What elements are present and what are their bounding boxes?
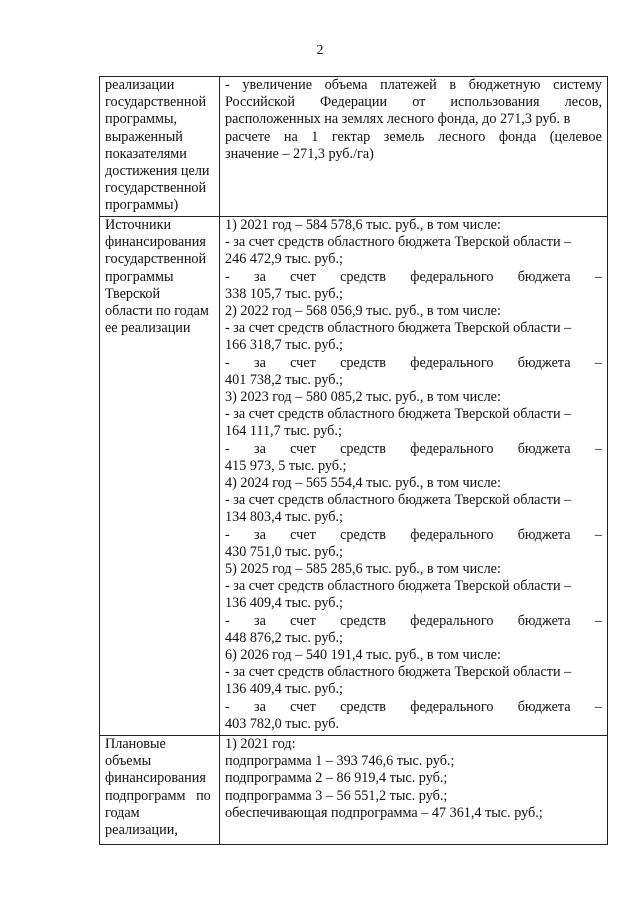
- word: объема: [324, 77, 368, 93]
- word: за: [254, 354, 266, 371]
- word: -: [225, 698, 230, 715]
- subprogram-line: обеспечивающая подпрограмма – 47 361,4 тыс. руб.;: [225, 804, 543, 821]
- word: счет: [290, 612, 316, 629]
- row-label-funding-sources: [100, 217, 220, 736]
- word: –: [594, 354, 602, 371]
- word: бюджета: [517, 698, 571, 715]
- year-total: 6) 2026 год – 540 191,4 тыс. руб., в том числе:: [225, 647, 501, 664]
- word: бюджета: [517, 612, 571, 629]
- word: –: [594, 440, 602, 457]
- label-line: выраженный: [105, 128, 183, 145]
- label-line: Источники: [105, 217, 172, 233]
- year-total: 2) 2022 год – 568 056,9 тыс. руб., в том числе:: [225, 303, 501, 320]
- subprogram-year: 1) 2021 год:: [225, 736, 296, 752]
- year-total: 4) 2024 год – 565 554,4 тыс. руб., в том числе:: [225, 475, 501, 492]
- word: средств: [340, 268, 387, 285]
- word: гектар: [331, 128, 371, 145]
- federal-budget-line: [225, 699, 602, 716]
- subprogram-line: подпрограмма 1 – 393 746,6 тыс. руб.;: [225, 753, 455, 770]
- federal-budget-amount: 415 973, 5 тыс. руб.;: [225, 457, 347, 474]
- word: лесного: [438, 128, 486, 145]
- row-content-indicators: [220, 77, 608, 217]
- federal-budget-line: [225, 269, 602, 286]
- regional-budget-amount: 136 409,4 тыс. руб.;: [225, 681, 343, 698]
- label-line: Плановые: [105, 736, 166, 752]
- word: счет: [290, 440, 316, 457]
- year-total: 1) 2021 год – 584 578,6 тыс. руб., в том числе:: [225, 217, 501, 233]
- federal-budget-amount: 448 876,2 тыс. руб.;: [225, 629, 343, 646]
- regional-budget-amount: 136 409,4 тыс. руб.;: [225, 595, 343, 612]
- word: федерального: [410, 354, 494, 371]
- word: средств: [340, 440, 387, 457]
- word: счет: [290, 268, 316, 285]
- word: платежей: [380, 77, 437, 93]
- word: счет: [290, 698, 316, 715]
- regional-budget-line: - за счет средств областного бюджета Тверской области –: [225, 234, 572, 251]
- label-line: финансирования: [105, 234, 206, 251]
- regional-budget-amount: 166 318,7 тыс. руб.;: [225, 337, 343, 354]
- word: расчете: [225, 128, 271, 145]
- label-line: объемы: [105, 753, 152, 770]
- program-passport-table: [99, 76, 608, 845]
- label-line: финансирования: [105, 770, 206, 787]
- subprogram-line: подпрограмма 2 – 86 919,4 тыс. руб.;: [225, 770, 448, 787]
- label-line: годам: [105, 804, 140, 821]
- word: федерального: [410, 440, 494, 457]
- federal-budget-line: [225, 355, 602, 372]
- word: средств: [340, 698, 387, 715]
- word: -: [225, 268, 230, 285]
- word: за: [254, 440, 266, 457]
- text-line: расположенных на землях лесного фонда, до 271,3 руб. в: [225, 111, 571, 128]
- row-content-subprogram-funding: [220, 736, 608, 845]
- word: бюджета: [517, 440, 571, 457]
- word: федерального: [410, 612, 494, 629]
- label-line: реализации,: [105, 822, 178, 839]
- regional-budget-line: - за счет средств областного бюджета Тверской области –: [225, 320, 572, 337]
- word: в: [449, 77, 457, 93]
- label-line: ее реализации: [105, 320, 191, 337]
- federal-budget-amount: 401 738,2 тыс. руб.;: [225, 371, 343, 388]
- label-line: подпрограмм по: [105, 787, 211, 804]
- word: –: [594, 526, 602, 543]
- word: Федерации: [320, 94, 388, 111]
- label-line: государственной: [105, 94, 207, 111]
- word: федерального: [410, 526, 494, 543]
- word: использования: [450, 94, 540, 111]
- label-line: достижения цели: [105, 163, 210, 180]
- label-line: Тверской: [105, 285, 161, 302]
- regional-budget-line: - за счет средств областного бюджета Тверской области –: [225, 492, 572, 509]
- table-row-funding-sources: [100, 217, 608, 736]
- federal-budget-amount: 403 782,0 тыс. руб.: [225, 715, 339, 732]
- label-line: области по годам: [105, 303, 209, 320]
- table-row-indicators: [100, 77, 608, 217]
- label-line: государственной: [105, 251, 207, 268]
- word: –: [594, 698, 602, 715]
- word: бюджета: [517, 268, 571, 285]
- regional-budget-amount: 164 111,7 тыс. руб.;: [225, 423, 342, 440]
- word: федерального: [410, 698, 494, 715]
- word: средств: [340, 526, 387, 543]
- word: за: [254, 526, 266, 543]
- word: бюджета: [517, 526, 571, 543]
- regional-budget-line: - за счет средств областного бюджета Тверской области –: [225, 664, 572, 681]
- subprogram-line: подпрограмма 3 – 56 551,2 тыс. руб.;: [225, 787, 448, 804]
- page-number: 2: [316, 43, 324, 58]
- federal-budget-line: [225, 441, 602, 458]
- label-line: программы: [105, 268, 174, 285]
- word: счет: [290, 354, 316, 371]
- word: за: [254, 268, 266, 285]
- word: фонда: [498, 128, 537, 145]
- word: на: [283, 128, 298, 145]
- federal-budget-line: [225, 527, 602, 544]
- table-row-subprogram-funding: [100, 736, 608, 845]
- federal-budget-line: [225, 613, 602, 630]
- word: федерального: [410, 268, 494, 285]
- word: от: [412, 94, 426, 111]
- word: -: [225, 354, 230, 371]
- word: за: [254, 698, 266, 715]
- regional-budget-amount: 246 472,9 тыс. руб.;: [225, 251, 343, 268]
- word: систему: [553, 77, 602, 93]
- row-label-indicators: [100, 77, 220, 217]
- word: -: [225, 612, 230, 629]
- word: земель: [383, 128, 425, 145]
- text-line: значение – 271,3 руб./га): [225, 145, 374, 162]
- word: бюджета: [517, 354, 571, 371]
- word: средств: [340, 612, 387, 629]
- year-total: 3) 2023 год – 580 085,2 тыс. руб., в том числе:: [225, 389, 501, 406]
- row-content-funding-sources: [220, 217, 608, 736]
- text-line: [225, 129, 602, 146]
- regional-budget-line: - за счет средств областного бюджета Тверской области –: [225, 406, 572, 423]
- word: лесов,: [564, 94, 602, 111]
- word: -: [225, 77, 230, 93]
- year-total: 5) 2025 год – 585 285,6 тыс. руб., в том числе:: [225, 561, 501, 578]
- word: счет: [290, 526, 316, 543]
- federal-budget-amount: 338 105,7 тыс. руб.;: [225, 285, 343, 302]
- text-line: [225, 77, 602, 94]
- regional-budget-line: - за счет средств областного бюджета Тверской области –: [225, 578, 572, 595]
- word: 1: [311, 128, 319, 145]
- word: за: [254, 612, 266, 629]
- word: средств: [340, 354, 387, 371]
- word: –: [594, 268, 602, 285]
- word: -: [225, 526, 230, 543]
- label-line: программы): [105, 197, 179, 214]
- word: увеличение: [242, 77, 312, 93]
- word: –: [594, 612, 602, 629]
- word: Российской: [225, 94, 295, 111]
- word: (целевое: [549, 128, 602, 145]
- regional-budget-amount: 134 803,4 тыс. руб.;: [225, 509, 343, 526]
- label-line: реализации: [105, 77, 175, 93]
- text-line: [225, 94, 602, 111]
- label-line: государственной: [105, 180, 207, 197]
- label-line: программы,: [105, 111, 178, 128]
- federal-budget-amount: 430 751,0 тыс. руб.;: [225, 543, 343, 560]
- word: -: [225, 440, 230, 457]
- label-line: показателями: [105, 145, 187, 162]
- word: бюджетную: [468, 77, 541, 93]
- row-label-subprogram-funding: [100, 736, 220, 845]
